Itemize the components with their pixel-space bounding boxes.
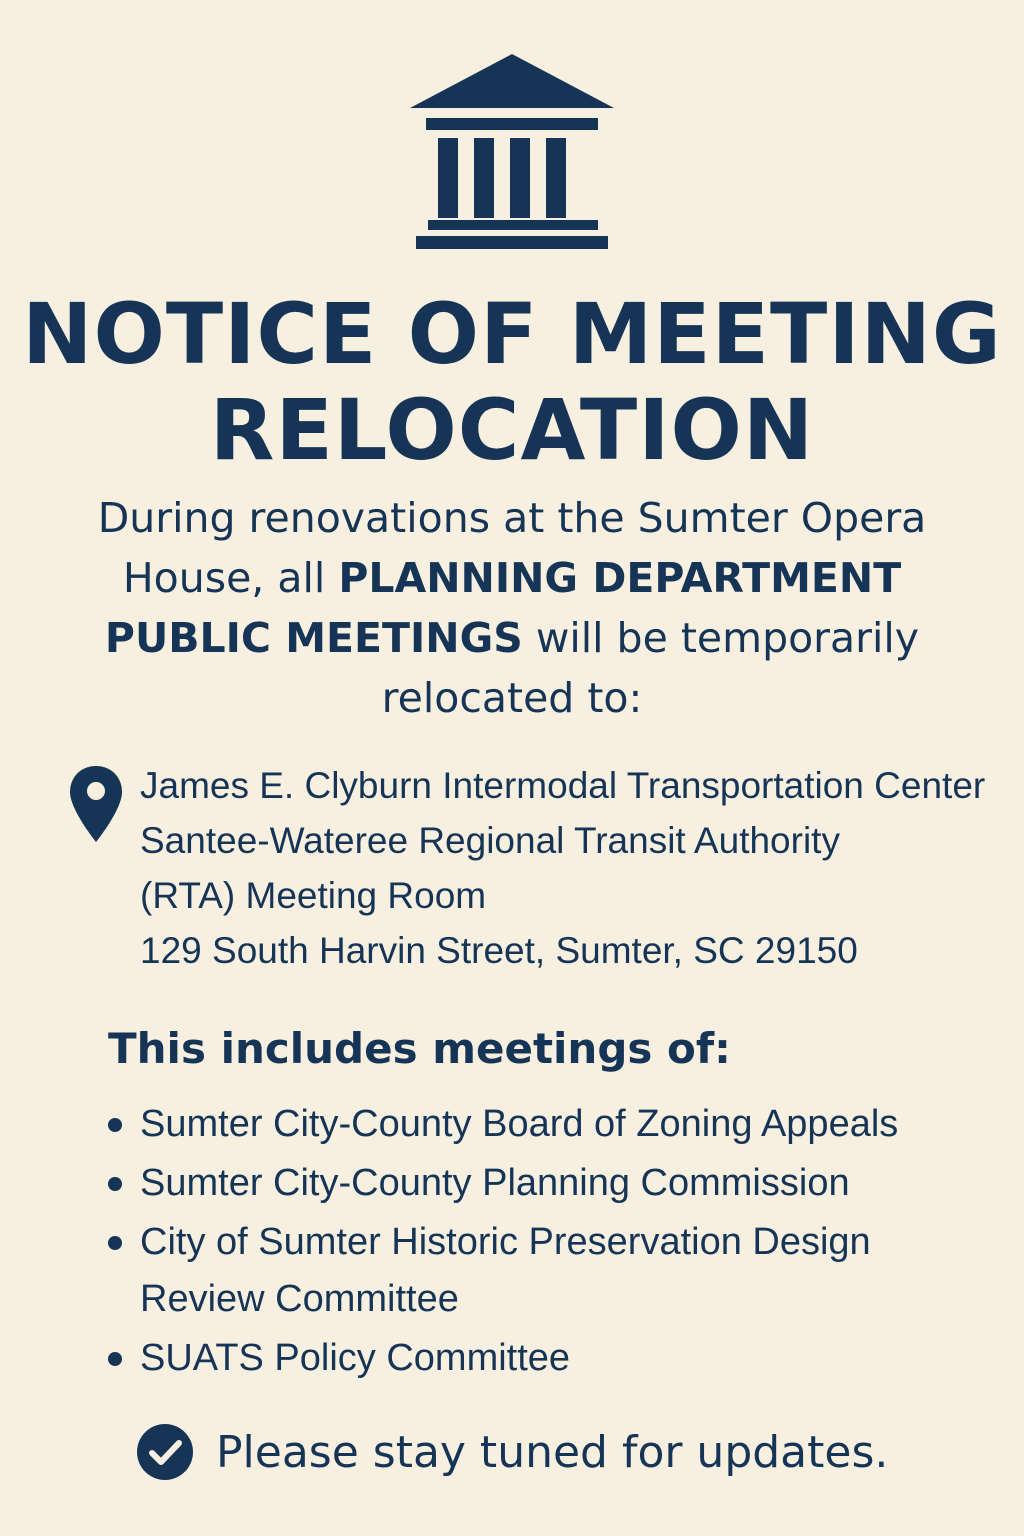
location-line-3: (RTA) Meeting Room (140, 875, 487, 916)
bullet-icon (108, 1177, 122, 1191)
location-line-1: James E. Clyburn Intermodal Transportation Center (140, 765, 986, 806)
location-address (140, 758, 1020, 978)
bullet-icon (108, 1118, 122, 1132)
map-pin-icon (68, 764, 124, 844)
intro-text-2: will be temporarily relocated to: (381, 614, 920, 722)
list-item (100, 1214, 980, 1328)
includes-heading: This includes meetings of: (108, 1024, 731, 1073)
list-item (100, 1330, 980, 1387)
footer-note (136, 1420, 888, 1484)
list-item (100, 1096, 980, 1153)
bullet-icon (108, 1352, 122, 1366)
list-item (100, 1155, 980, 1212)
list-item-text: Sumter City-County Board of Zoning Appeals (140, 1103, 899, 1145)
list-item-text: City of Sumter Historic Preservation Design Review Committee (140, 1221, 871, 1320)
building-columns-icon (408, 52, 616, 252)
list-item-text: SUATS Policy Committee (140, 1337, 571, 1379)
location-line-4: 129 South Harvin Street, Sumter, SC 29150 (140, 930, 858, 971)
intro-text-1: During renovations at the Sumter Opera House, all (97, 494, 927, 602)
meetings-list (100, 1096, 980, 1389)
list-item-text: Sumter City-County Planning Commission (140, 1162, 850, 1204)
intro-bold-text: PLANNING DEPARTMENT PUBLIC MEETINGS (104, 554, 902, 662)
title-line-1: NOTICE OF MEETING (22, 285, 1002, 383)
intro-paragraph (60, 488, 964, 728)
location-line-2: Santee-Wateree Regional Transit Authority (140, 820, 840, 861)
title-line-2: RELOCATION (209, 381, 815, 479)
footer-text: Please stay tuned for updates. (216, 1426, 889, 1478)
bullet-icon (108, 1236, 122, 1250)
check-circle-icon (136, 1423, 194, 1481)
page-title (0, 286, 1024, 478)
